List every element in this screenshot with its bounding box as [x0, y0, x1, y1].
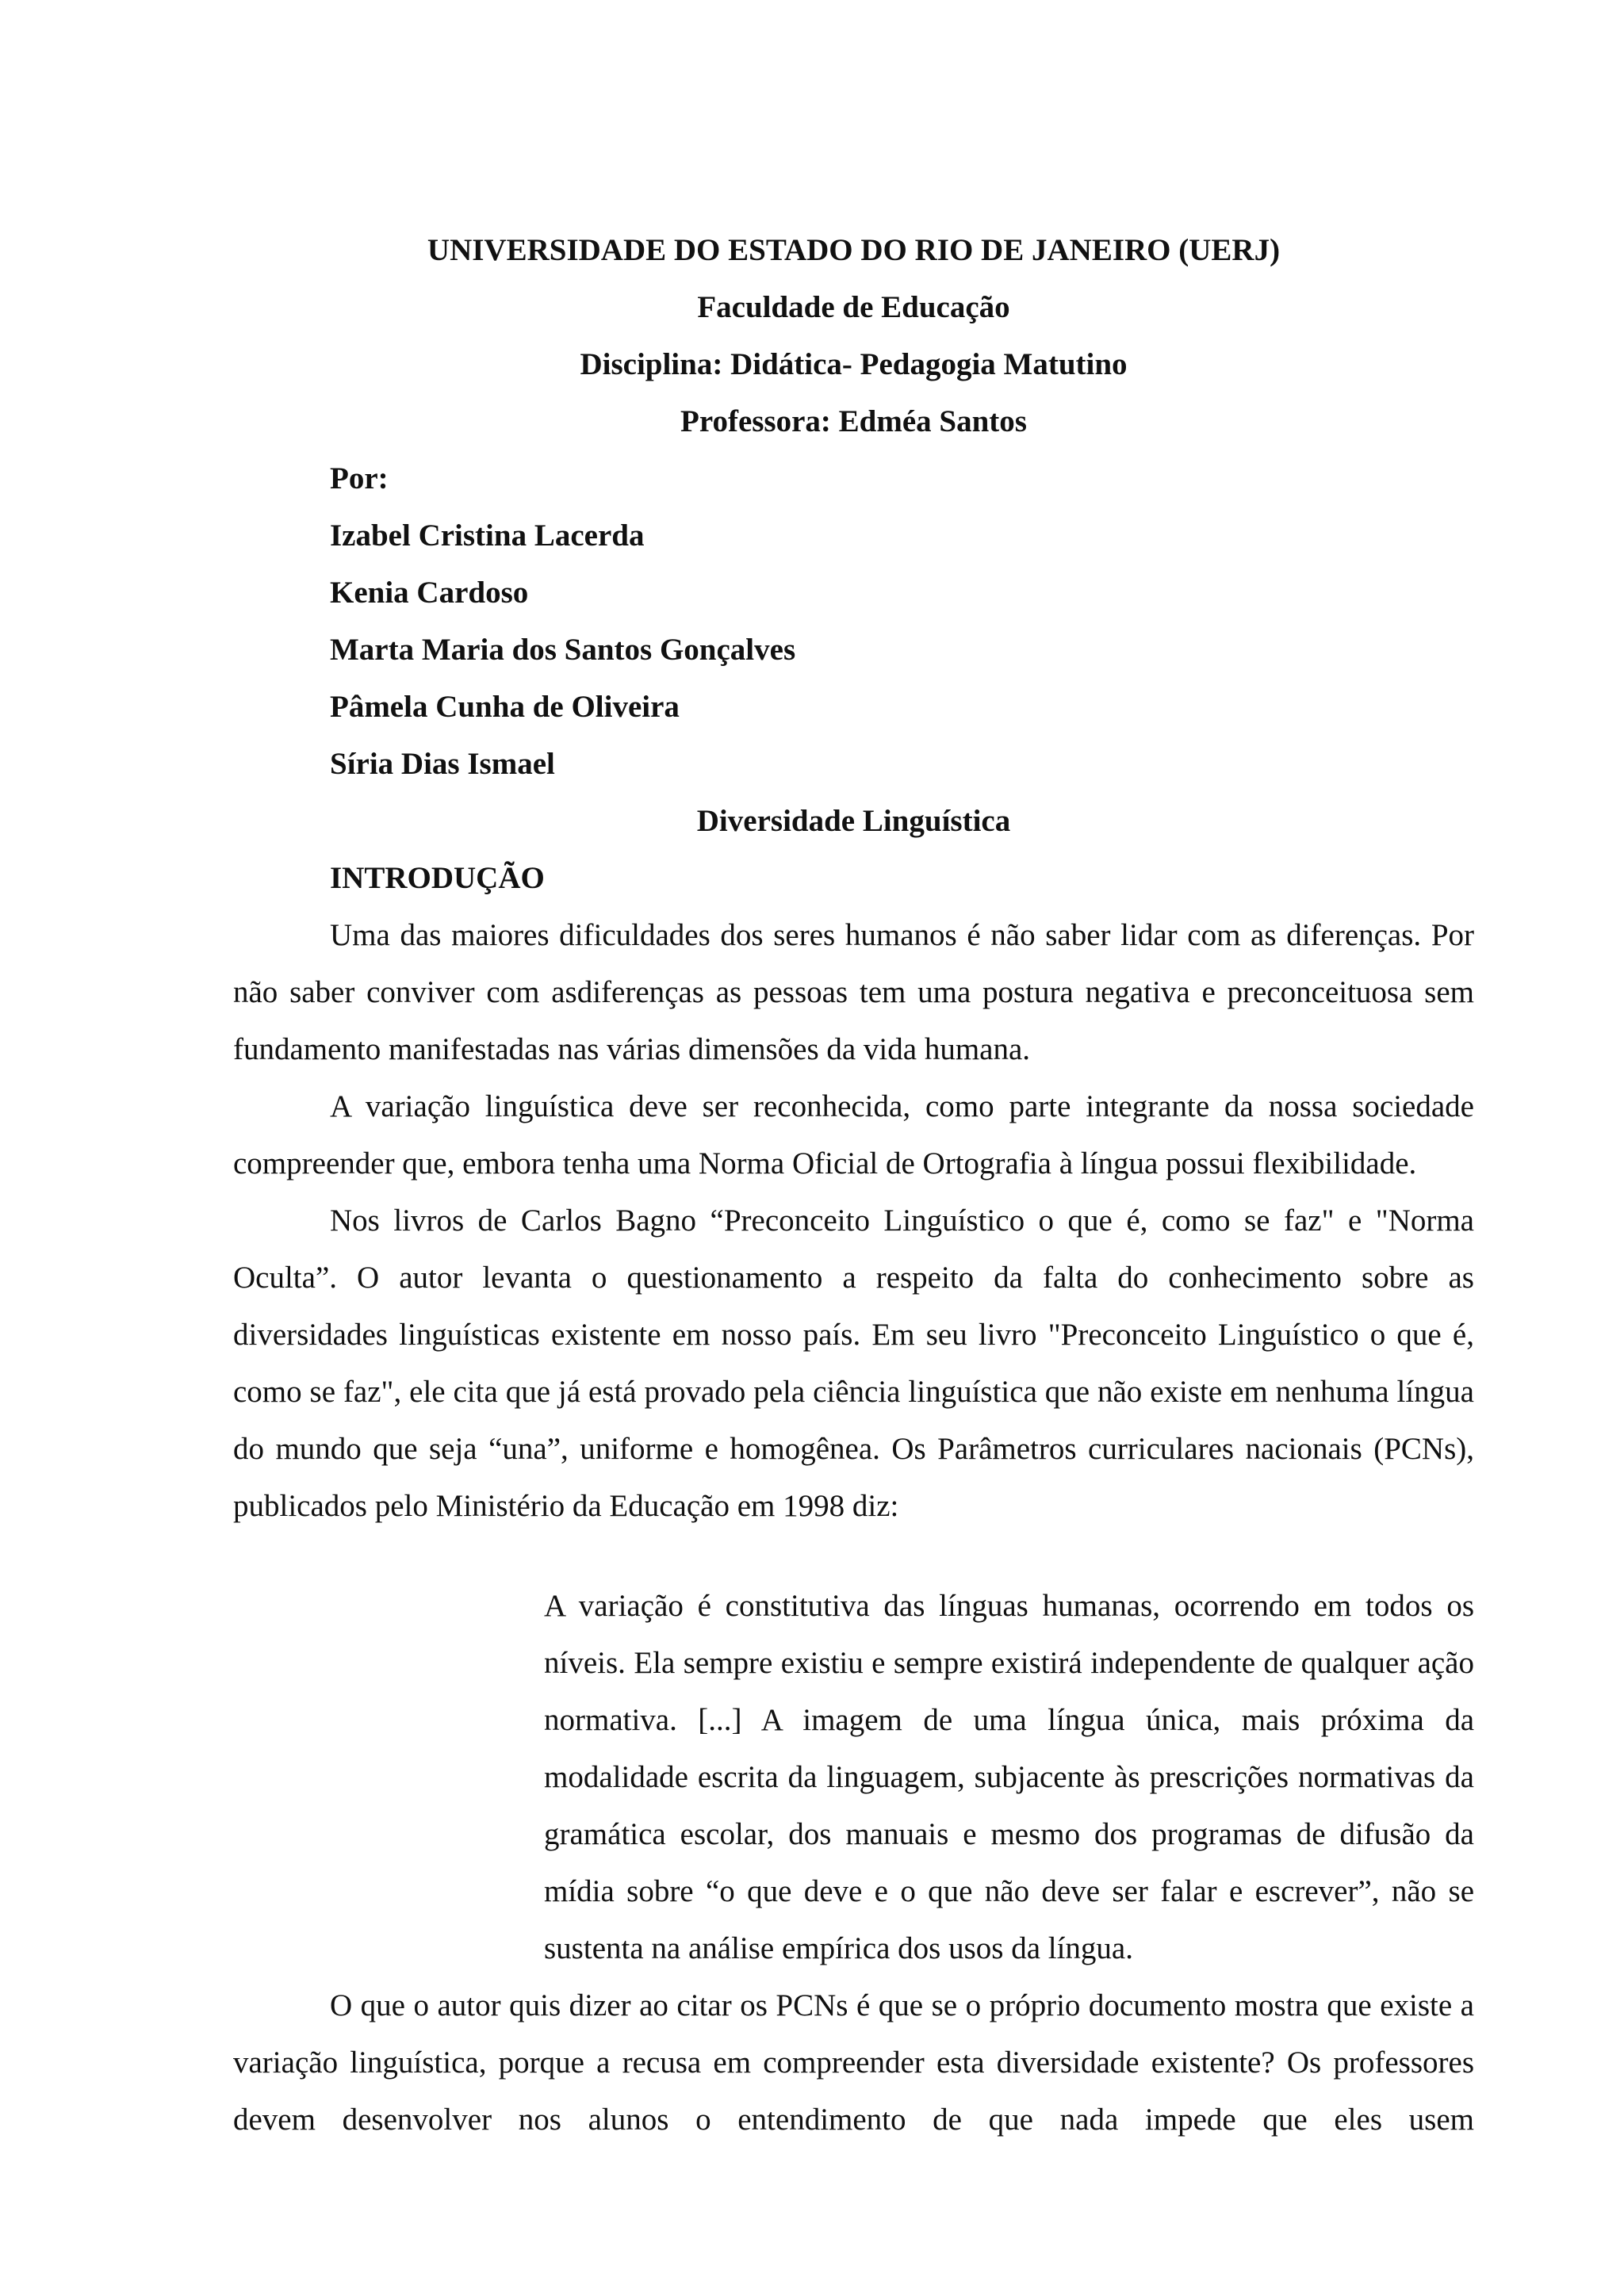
body-text [233, 907, 1474, 1535]
author-name: Síria Dias Ismael [330, 747, 555, 781]
document-title: Diversidade Linguística [696, 804, 1011, 838]
block-quote [544, 1578, 1474, 1977]
author-name: Marta Maria dos Santos Gonçalves [330, 633, 796, 667]
author-name: Pâmela Cunha de Oliveira [330, 690, 680, 724]
quote-text: A variação é constitutiva das línguas humanas, ocorrendo em todos os níveis. Ela sempre existiu e sempre existirá independente de qualquer ação normativa. [...] A imagem de uma língua única, mais próxima da modalidade escrita da linguagem, subjacente às prescrições normativas da gramática escolar, dos manuais e mesmo dos programas de difusão da mídia sobre “o que deve e o que não deve ser falar e escrever”, não se sustenta na análise empírica dos usos da língua. [544, 1589, 1474, 1965]
professor-title: Professora: Edméa Santos [680, 404, 1027, 438]
paragraph: O que o autor quis dizer ao citar os PCNs é que se o próprio documento mostra que existe a variação linguística, porque a recusa em compreender esta diversidade existente? Os professores devem desenvolver nos alunos o entendimento de que nada impede que eles usem [233, 1988, 1474, 2137]
paragraph: A variação linguística deve ser reconhecida, como parte integrante da nossa sociedade compreender que, embora tenha uma Norma Oficial de Ortografia à língua possui flexibilidade. [233, 1089, 1474, 1181]
discipline-title: Disciplina: Didática- Pedagogia Matutino [580, 347, 1128, 381]
paragraph: Nos livros de Carlos Bagno “Preconceito Linguístico o que é, como se faz" e "Norma Oculta”. O autor levanta o questionamento a respeito da falta do conhecimento sobre as diversidades linguísticas existente em nosso país. Em seu livro "Preconceito Linguístico o que é, como se faz", ele cita que já está provado pela ciência linguística que não existe em nenhuma língua do mundo que seja “una”, uniforme e homogênea. Os Parâmetros curriculares nacionais (PCNs), publicados pelo Ministério da Educação em 1998 diz: [233, 1203, 1474, 1523]
author-name: Kenia Cardoso [330, 576, 529, 610]
section-heading: INTRODUÇÃO [330, 861, 545, 895]
paragraph: Uma das maiores dificuldades dos seres humanos é não saber lidar com as diferenças. Por não saber conviver com asdiferenças as pessoas tem uma postura negativa e preconceituosa sem fundamento manifestadas nas várias dimensões da vida humana. [233, 918, 1474, 1066]
faculty-title: Faculdade de Educação [697, 290, 1010, 324]
university-title: UNIVERSIDADE DO ESTADO DO RIO DE JANEIRO (UERJ) [427, 233, 1281, 267]
authors-label: Por: [330, 461, 389, 496]
author-name: Izabel Cristina Lacerda [330, 519, 645, 553]
closing-text [233, 1977, 1474, 2149]
